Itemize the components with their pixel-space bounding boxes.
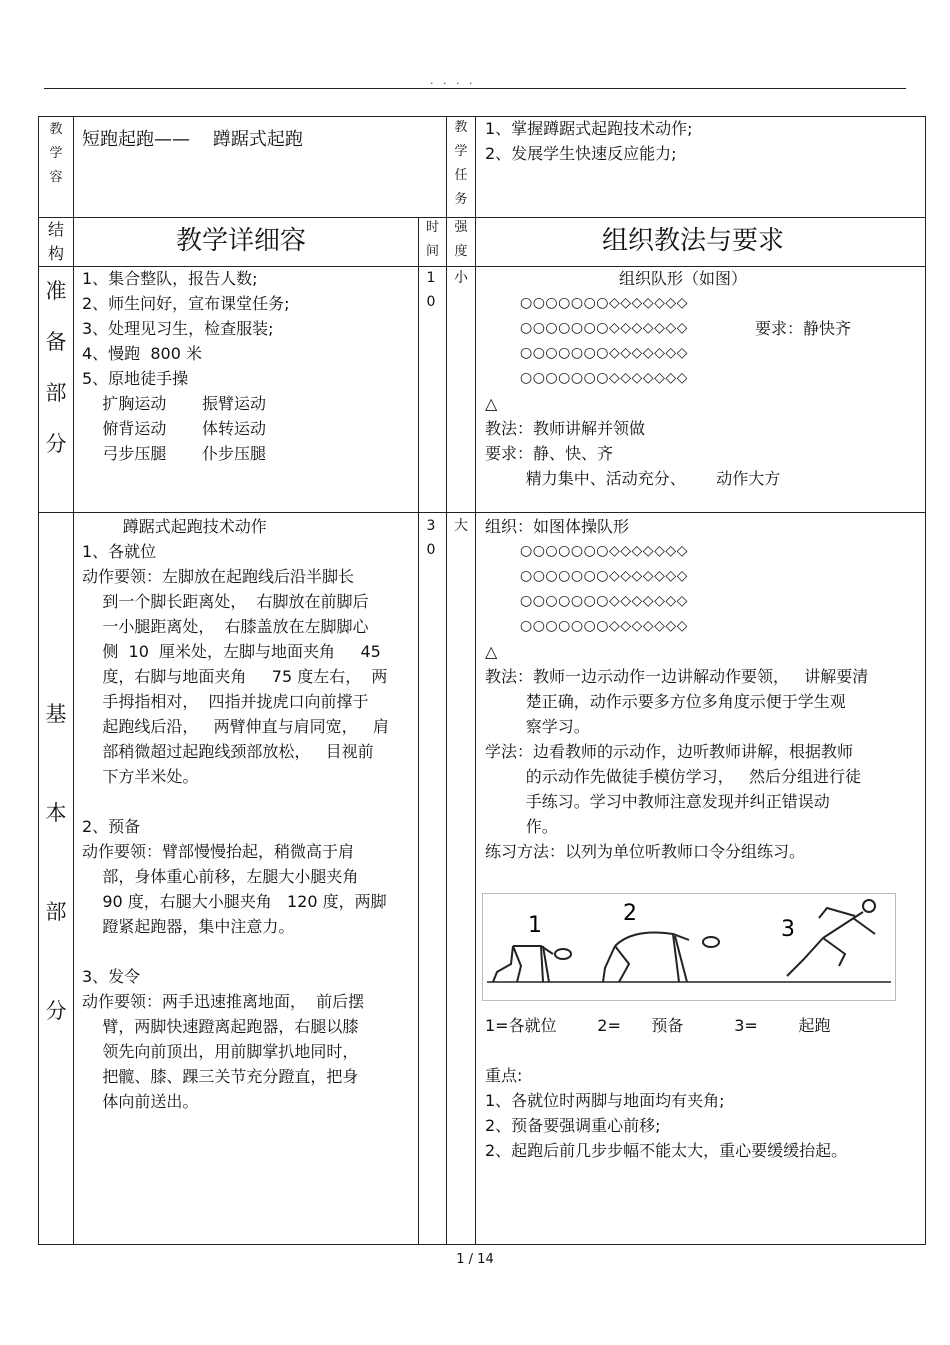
prep-requirement: 要求：静快齐 — [755, 319, 852, 338]
figure-number: 1 — [528, 913, 542, 938]
basic-method-line: 察学习。 — [485, 717, 590, 736]
basic-method-line: 练习方法：以列为单位听教师口令分组练习。 — [485, 842, 806, 861]
lesson-title: 短跑起跑—— 蹲踞式起跑 — [82, 129, 303, 150]
table-bottom-border — [38, 1244, 926, 1245]
prep-item: 弓步压腿 仆步压腿 — [82, 444, 266, 463]
prep-item: 2、师生问好，宣布课堂任务; — [82, 294, 290, 313]
structure-label: 结 构 — [47, 220, 64, 263]
prep-item: 5、原地徒手操 — [82, 369, 189, 388]
page-number: 1 / 14 — [456, 1252, 494, 1267]
start-positions-figure — [482, 893, 896, 1001]
content-label: 教 学 容 — [49, 122, 63, 185]
formation-row: ○○○○○○○◇◇◇◇◇◇◇ — [520, 295, 688, 311]
stick-figures-illustration — [483, 894, 895, 1000]
basic-method-line: 作。 — [485, 817, 558, 836]
method-heading: 组织教法与要求 — [602, 226, 785, 256]
basic-content-line: 1、各就位 — [82, 542, 157, 561]
basic-content-line: 下方半米处。 — [82, 767, 199, 786]
key-point: 1、各就位时两脚与地面均有夹角; — [485, 1091, 725, 1110]
task-label: 教 学 任 务 — [454, 120, 468, 207]
basic-time: 3 0 — [426, 518, 436, 558]
content-heading: 教学详细容 — [176, 226, 307, 256]
basic-content-line: 侧 10 厘米处，左脚与地面夹角 45 — [82, 642, 381, 661]
prep-item: 1、集合整队，报告人数; — [82, 269, 258, 288]
basic-section-label: 基 本 部 分 — [45, 702, 67, 1023]
col-line-4 — [475, 116, 476, 1245]
formation-row: ○○○○○○○◇◇◇◇◇◇◇ — [520, 568, 688, 584]
basic-method-line: 手练习。学习中教师注意发现并纠正错误动 — [485, 792, 830, 811]
key-point: 重点: — [485, 1066, 523, 1085]
basic-intensity: 大 — [454, 518, 468, 534]
col-line-1 — [73, 116, 74, 1245]
basic-content-line: 度，右脚与地面夹角 75 度左右， 两 — [82, 667, 388, 686]
col-line-2 — [418, 217, 419, 1245]
prep-item: 俯背运动 体转运动 — [82, 419, 266, 438]
task-1: 1、掌握蹲踞式起跑技术动作; — [485, 119, 693, 138]
prep-time: 1 0 — [426, 270, 436, 310]
formation-row: ○○○○○○○◇◇◇◇◇◇◇ — [520, 320, 688, 336]
formation-row: ○○○○○○○◇◇◇◇◇◇◇ — [520, 543, 688, 559]
key-point: 2、起跑后前几步步幅不能太大，重心要缓缓抬起。 — [485, 1141, 848, 1160]
teacher-position-mark: △ — [485, 394, 498, 413]
row-divider-1 — [38, 217, 926, 218]
formation-row: ○○○○○○○◇◇◇◇◇◇◇ — [520, 345, 688, 361]
prep-method-line: 精力集中、活动充分、 动作大方 — [485, 469, 781, 488]
formation-row: ○○○○○○○◇◇◇◇◇◇◇ — [520, 370, 688, 386]
basic-content-line: 2、预备 — [82, 817, 141, 836]
figure-number: 3 — [781, 917, 795, 942]
basic-content-line: 动作要领：两手迅速推离地面， 前后摆 — [82, 992, 365, 1011]
basic-content-line: 动作要领：左脚放在起跑线后沿半脚长 — [82, 567, 355, 586]
prep-item: 3、处理见习生，检查服装; — [82, 319, 274, 338]
basic-method-line: 的示动作先做徒手模仿学习， 然后分组进行徒 — [485, 767, 861, 786]
basic-content-line: 动作要领：臂部慢慢抬起，稍微高于肩 — [82, 842, 355, 861]
basic-content-line: 部，身体重心前移，左腿大小腿夹角 — [82, 867, 359, 886]
basic-content-line: 3、发令 — [82, 967, 141, 986]
key-point: 2、预备要强调重心前移; — [485, 1116, 661, 1135]
basic-method-line: 楚正确，动作示要多方位多角度示便于学生观 — [485, 692, 846, 711]
basic-method-line: 学法：边看教师的示动作，边听教师讲解，根据教师 — [485, 742, 854, 761]
formation-row: ○○○○○○○◇◇◇◇◇◇◇ — [520, 593, 688, 609]
basic-content-line: 部稍微超过起跑线颈部放松， 目视前 — [82, 742, 374, 761]
basic-content-line: 到一个脚长距离处， 右脚放在前脚后 — [82, 592, 369, 611]
prep-method-line: 要求：静、快、齐 — [485, 444, 614, 463]
basic-method-line: 教法：教师一边示动作一边讲解动作要领， 讲解要清 — [485, 667, 869, 686]
basic-content-line: 起跑线后沿， 两臂伸直与肩同宽， 肩 — [82, 717, 389, 736]
prep-item: 扩胸运动 振臂运动 — [82, 394, 266, 413]
basic-content-line: 90 度，右腿大小腿夹角 120 度，两脚 — [82, 892, 387, 911]
basic-content-line: 领先向前顶出，用前脚掌扒地同时， — [82, 1042, 359, 1061]
prep-intensity: 小 — [454, 270, 468, 286]
basic-content-line: 手拇指相对， 四指并拢虎口向前撑于 — [82, 692, 369, 711]
prep-method-line: 教法：教师讲解并领做 — [485, 419, 646, 438]
formation-title: 组织队形（如图） — [619, 269, 748, 288]
basic-content-line: 把髋、膝、踝三关节充分蹬直，把身 — [82, 1067, 359, 1086]
teacher-position-mark: △ — [485, 642, 498, 661]
prep-item: 4、慢跑 800 米 — [82, 344, 202, 363]
col-line-5 — [925, 116, 926, 1245]
basic-org-title: 组织：如图体操队形 — [485, 517, 630, 536]
header-rule — [44, 88, 906, 89]
task-2: 2、发展学生快速反应能力; — [485, 144, 677, 163]
basic-content-line: 一小腿距离处， 右膝盖放在左脚脚心 — [82, 617, 369, 636]
intensity-label: 强 度 — [454, 220, 468, 259]
basic-content-line: 蹲踞式起跑技术动作 — [82, 517, 267, 536]
figure-number: 2 — [623, 901, 637, 926]
header-dots: . . . . — [430, 74, 476, 87]
time-label: 时 间 — [425, 220, 439, 259]
basic-content-line: 臂，两脚快速蹬离起跑器，右腿以膝 — [82, 1017, 359, 1036]
figure-caption: 1=各就位 2= 预备 3= 起跑 — [485, 1016, 831, 1035]
basic-content-line: 体向前送出。 — [82, 1092, 199, 1111]
row-divider-3 — [38, 512, 926, 513]
formation-row: ○○○○○○○◇◇◇◇◇◇◇ — [520, 618, 688, 634]
prep-section-label: 准 备 部 分 — [45, 279, 67, 456]
table-top-border — [38, 116, 926, 117]
basic-content-line: 蹬紧起跑器，集中注意力。 — [82, 917, 295, 936]
